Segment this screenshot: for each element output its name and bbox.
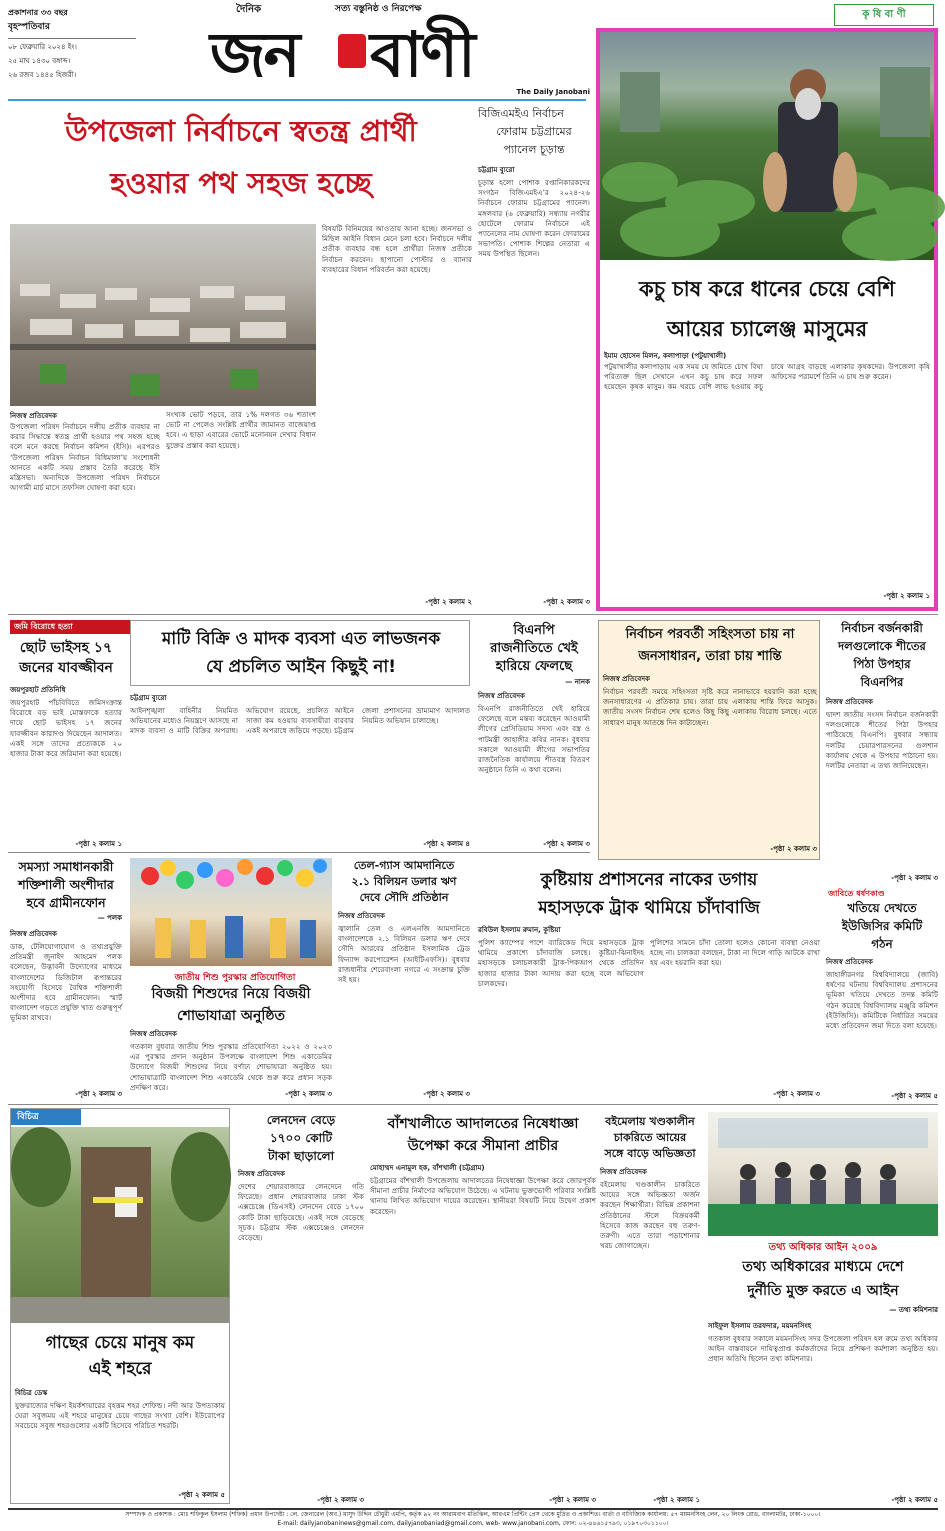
tel-headline-2: ২.১ বিলিয়ন ডলার ঋণ: [351, 875, 457, 888]
sohingsota-continued: -পৃষ্ঠা ২ কলাম ৩: [770, 845, 817, 853]
dainik-label: দৈনিক: [236, 4, 262, 15]
sohingsota-byline: নিজস্ব প্রতিবেদক: [603, 675, 650, 683]
tel-byline: নিজস্ব প্রতিবেদক: [338, 912, 385, 920]
shishu-photo: [130, 858, 332, 966]
kochu-body: পটুয়াখালীর কলাপাড়ায় এক সময় যে জমিতে চোখ বিঘা পরিত্যক্ত ছিল সেখানে এখন কচু চাষ করে সফল হয়েছেন কৃষক মাসুম। কম খরচে বেশি লাভ হওয়ায় কচু চাষে আগ্রহ বাড়ছে এলাকার কৃষকদের। উপজেলা কৃষি অফিসের পরামর্শে তিনি এ চাষ শুরু করেন।: [604, 362, 930, 392]
jomi-label-text: জমি বিরোধে হত্যা: [14, 622, 73, 631]
kushtia-body-2: পুলিশের সামনে চাঁদা তোলা হলেও কোনো ব্যবস্থা নেওয়া হচ্ছে না। চালকরা বলছেন, টাকা না দিলে গাড়ি আটকে রাখা হয় এবং হয়রানি করা হয়।: [650, 938, 820, 968]
banshkhali-continued: -পৃষ্ঠা ২ কলাম ৩: [549, 1496, 596, 1504]
boimela-headline-1: বইমেলায় খণ্ডকালীন: [605, 1115, 695, 1128]
bichitra-byline: বিচিত্র ডেস্ক: [15, 1389, 48, 1397]
kushtia-body-1: পুলিশ ক্যাম্পের পাশে ব্যারিকেড দিয়ে মহাসড়কে ট্রাক থামিয়ে প্রকাশ্যে চাঁদাবাজি চলছে। কুষ্টিয়া-ঝিনাইদহ মহাসড়কে চলাচলকারী ট্রাক-পিকআপ থেকে প্রতিদিন হাজার হাজার টাকা আদায় করা হচ্ছে বলে অভিযোগ চালকদের।: [478, 938, 644, 988]
boimela-headline-3: সঙ্গে বাড়ে অভিজ্ঞতা: [604, 1147, 696, 1160]
footer-line-1: সম্পাদক ও প্রকাশক : মোঃ শফিকুল ইসলাম (শফিক) প্রধান উপদেষ্টা : লে. জেনারেল (অব.) মাসুদ উদ্দিন চৌধুরী এমপি, কর্তৃক ৯২ নং আরামবাগ মতিঝিল, আরএম প্রিন্টিং প্রেস থেকে মুদ্রিত ও প্রকাশিত। বার্তা ও বাণিজ্যিক কার্যালয়: ৫৭ ময়মনসিংহ লেন, ২০ লিংক রোড, বাংলামটর, ঢাকা-১০০০।: [125, 1511, 821, 1518]
rule-h2: [8, 852, 590, 853]
sohingsota-headline-1: নির্বাচন পরবর্তী সহিংসতা চায় না: [625, 627, 795, 642]
totho-continued: -পৃষ্ঠা ২ কলাম ৫: [891, 1496, 938, 1504]
banshkhali-body: চট্টগ্রামের বাঁশখালী উপজেলায় আদালতের নিষেধাজ্ঞা উপেক্ষা করে জোরপূর্বক সীমানা প্রাচীর নির্মাণের অভিযোগ উঠেছে। এ ঘটনায় ভুক্তভোগী পরিবার সংশ্লিষ্ট থানায় লিখিত অভিযোগ দায়ের করেছেন। স্থানীয়রা বিষয়টি নিয়ে উদ্বেগ প্রকাশ করেছেন।: [370, 1176, 596, 1216]
bichitra-box: [10, 1108, 230, 1504]
banshkhali-headline-2: উপেক্ষা করে সীমানা প্রাচীর: [407, 1138, 559, 1154]
date-bangla: ২৫ মাঘ ১৪৩০ বঙ্গাব্দ।: [8, 57, 71, 65]
totho-headline-1: তথ্য অধিকারের মাধ্যমে দেশে: [742, 1259, 904, 1275]
mati-body: আইনশৃঙ্খলা বাহিনীর নিয়মিত অভিযানের মধ্যেও নিয়ন্ত্রণে আসছে না মাদক ব্যবসা ও মাটি বিক্রির অপরাধ। অভিযোগ রয়েছে, প্রচলিত আইনে সাজা কম হওয়ায় ব্যবসায়ীরা বারবার একই অপরাধে জড়িয়ে পড়ছে। চট্টগ্রাম জেলা প্রশাসনের ভ্রাম্যমাণ আদালত নিয়মিত অভিযান চালাচ্ছে।: [130, 706, 470, 736]
pitha-headline-4: বিএনপির: [860, 675, 904, 689]
totho-photo: [708, 1112, 938, 1236]
lead-continued: -পৃষ্ঠা ২ কলাম ২: [425, 598, 472, 606]
sohingsota-box: [598, 620, 820, 860]
jomi-body: জয়পুরহাট পাঁচবিবিতে জমিসংক্রান্ত বিরোধে বড় ভাই মোস্তফাকে হত্যার দায়ে ছোট ভাইসহ ১৭ জনের যাবজ্জীবন কারাদণ্ড দিয়েছেন আদালত। একই সঙ্গে তাদের প্রত্যেককে ২০ হাজার টাকা করে জরিমানা করা হয়েছে।: [10, 698, 122, 759]
bnp-body: বিএনপি রাজনীতিতে খেই হারিয়ে ফেলেছে বলে মন্তব্য করেছেন আওয়ামী লীগের প্রেসিডিয়াম সদস্য এবং বস্ত্র ও পাটমন্ত্রী জাহাঙ্গীর কবির নানক। বুধবার সকালে আওয়ামী লীগের সভাপতির রাজনৈতিক কার্যালয়ে শীতবস্ত্র বিতরণ অনুষ্ঠানে তিনি এ কথা বলেন।: [478, 704, 590, 775]
tree-photo: [11, 1127, 229, 1323]
grameen-headline-1: সমস্যা সমাধানকারী: [18, 859, 114, 874]
balloon-parade-image: [130, 858, 332, 966]
shishu-headline-2: শোভাযাত্রা অনুষ্ঠিত: [177, 1008, 285, 1024]
khotiye-headline-3: গঠন: [871, 937, 893, 951]
pitha-byline: নিজস্ব প্রতিবেদক: [826, 698, 873, 706]
boimela-byline: নিজস্ব প্রতিবেদক: [600, 1168, 647, 1176]
jomi-label: [10, 620, 130, 634]
bichitra-headline-2: এই শহরে: [88, 1359, 152, 1379]
pitha-headline-3: পিঠা উপহার: [853, 657, 911, 671]
mati-byline: চট্টগ্রাম ব্যুরো: [130, 694, 167, 702]
tel-continued: -পৃষ্ঠা ২ কলাম ৩: [423, 1090, 470, 1098]
kushtia-continued: -পৃষ্ঠা ২ কলাম ৩: [773, 1090, 820, 1098]
sohingsota-body: নির্বাচন পরবর্তী সময়ে সহিংসতা সৃষ্টি করে নানাভাবে হয়রানি করা হচ্ছে জনসাধারণের এ প্রতিকার চায়। তারা চায় এলাকায় শান্তি ফিরে আসুক। জাতীয় সংসদ নির্বাচন শেষ হলেও কিছু কিছু এলাকায় বিরোধ চলছে। এতে সাধারণ মানুষ আতঙ্কে দিন কাটাচ্ছেন।: [603, 687, 817, 727]
krishi-label-text: কৃ ষি বা ণী: [862, 9, 906, 20]
grameen-headline-2: শক্তিশালী অংশীদার: [18, 877, 114, 892]
bichitra-headline-1: গাছের চেয়ে মানুষ কম: [45, 1333, 195, 1353]
bnp-continued: -পৃষ্ঠা ২ কলাম ৩: [543, 840, 590, 848]
shishu-label: জাতীয় শিশু পুরস্কার প্রতিযোগিতা: [174, 973, 296, 983]
bichitra-label: [11, 1109, 81, 1125]
kushtia-headline-2: মহাসড়কে ট্রাক থামিয়ে চাঁদাবাজি: [538, 898, 760, 918]
weekday: বৃহস্পতিবার: [8, 22, 50, 32]
rally-image: [10, 224, 316, 406]
grameen-continued: -পৃষ্ঠা ২ কলাম ৩: [75, 1090, 122, 1098]
bgmea-headline-2: ফোরাম চট্টগ্রামের: [496, 125, 572, 138]
logo-jon: জন: [210, 18, 299, 91]
bgmea-headline-3: প্যানেল চূড়ান্ত: [503, 143, 565, 156]
bgmea-byline: চট্টগ্রাম ব্যুরো: [478, 166, 515, 174]
khotiye-continued: -পৃষ্ঠা ২ কলাম ৫: [891, 1092, 938, 1100]
lenden-byline: নিজস্ব প্রতিবেদক: [238, 1170, 285, 1178]
totho-label: তথ্য অধিকার আইন ২০০৯: [768, 1242, 878, 1253]
kushtia-byline: রবিউল ইসলাম রুমান, কুষ্টিয়া: [478, 926, 561, 934]
bnp-byline: নিজস্ব প্রতিবেদক: [478, 692, 525, 700]
logo-dot-red: [338, 34, 366, 68]
khotiye-headline-1: খতিয়ে দেখতে: [847, 901, 917, 915]
grameen-tag: — পলক: [97, 914, 122, 922]
bgmea-continued: -পৃষ্ঠা ২ কলাম ৩: [543, 598, 590, 606]
lenden-body: দেশের শেয়ারবাজারে লেনদেনে গতি ফিরেছে। প্রধান শেয়ারবাজার ঢাকা স্টক এক্সচেঞ্জে (ডিএসই) লেনদেন বেড়ে ১৭০০ কোটি টাকা ছাড়িয়েছে। একই সঙ্গে বেড়েছে সূচক। চট্টগ্রাম স্টক এক্সচেঞ্জেও লেনদেন বেড়েছে।: [238, 1182, 364, 1243]
jomi-headline-1: ছোট ভাইসহ ১৭: [19, 640, 113, 656]
kochu-headline-2: আয়ের চ্যালেঞ্জ মাসুমের: [666, 317, 868, 341]
pitha-headline-2: দলগুলোকে শীতের: [838, 639, 926, 653]
bnp-headline-2: রাজনীতিতে খেই: [490, 641, 578, 656]
sohingsota-headline-2: জনসাধারন, তারা চায় শান্তি: [638, 649, 782, 664]
seminar-image: [708, 1112, 938, 1236]
rule-h3: [8, 1104, 938, 1105]
kochu-continued: -পৃষ্ঠা ২ কলাম ১: [883, 592, 930, 600]
tree-image: [11, 1127, 229, 1323]
bichitra-continued: -পৃষ্ঠা ২ কলাম ৫: [178, 1491, 225, 1499]
boimela-headline-2: চাকরিতে আয়ের: [613, 1131, 687, 1144]
mati-headline-1: মাটি বিক্রি ও মাদক ব্যবসা এত লাভজনক: [161, 629, 441, 649]
lead-rally-photo: [10, 224, 316, 406]
totho-byline: সাইফুল ইসলাম তরফদার, ময়মনসিংহ: [708, 1322, 812, 1330]
jomi-headline-2: জনের যাবজ্জীবন: [19, 660, 113, 676]
tel-body: জ্বালানি তেল ও এলএনজি আমদানিতে বাংলাদেশকে ২.১ বিলিয়ন ডলার ঋণ দেবে সৌদি আরবের প্রতিষ্ঠান ইসলামিক ট্রেড ফিন্যান্স করপোরেশন (আইটিএফসি)। বুধবার রাজধানীর শেরেবাংলা নগরে এ সংক্রান্ত চুক্তি সই হয়।: [338, 924, 470, 985]
footer-line-2: E-mail: dailyjanobaninews@gmail.com, dailyjanobaniad@gmail.com, web- www.janobani.com, ফোন: ০২-৪৪৬১৫৭৯৩, ০১৯৭০৩০১১০০।: [277, 1520, 669, 1527]
lead-headline-1: উপজেলা নির্বাচনে স্বতন্ত্র প্রার্থী: [65, 114, 417, 148]
kochu-field-image: [600, 32, 934, 260]
shishu-continued: -পৃষ্ঠা ২ কলাম ৩: [285, 1090, 332, 1098]
lenden-headline-3: টাকা ছাড়ালো: [267, 1149, 335, 1163]
bnp-tag: — নানক: [565, 678, 590, 686]
grameen-body: ডাক, টেলিযোগাযোগ ও তথ্যপ্রযুক্তি প্রতিমন্ত্রী জুনাইদ আহমেদ পলক বলেছেন, উদ্ভাবনী উদ্যোগের মাধ্যমে বাংলাদেশের ডিজিটাল রূপান্তরের সহযোগী হিসেবে বৈশ্বিক শক্তিশালী অংশীদার হবে গ্রামীনফোন। স্মার্ট বাংলাদেশ গড়তে প্রযুক্তি খাত গুরুত্বপূর্ণ ভূমিকা রাখবে।: [10, 942, 122, 1023]
jomi-continued: -পৃষ্ঠা ২ কলাম ১: [75, 840, 122, 848]
english-name: The Daily Janobani: [516, 88, 590, 96]
krishi-label-tab: [834, 4, 934, 26]
krishi-bani-box: [596, 9, 938, 611]
shishu-body: গতকাল বুধবার জাতীয় শিশু পুরস্কার প্রতিযোগিতা ২০২২ ও ২০২৩ এর পুরস্কার প্রদান অনুষ্ঠান উপলক্ষে বাংলাদেশ শিশু একাডেমির উদ্যোগে বিজয়ী শিশুদের নিয়ে বর্ণাঢ্য শোভাযাত্রা অনুষ্ঠিত হয়। শোভাযাত্রাটি বাংলাদেশ শিশু একাডেমি থেকে শুরু করে প্রধান সড়ক প্রদক্ষিণ করে।: [130, 1042, 332, 1092]
jomi-byline: জয়পুরহাট প্রতিনিধি: [10, 686, 66, 694]
tel-headline-1: তেল-গ্যাস আমদানিতে: [353, 859, 455, 872]
lead-body-1: উপজেলা পরিষদ নির্বাচনে দলীয় প্রতীক ব্যবহার না করার সিদ্ধান্তে স্বতন্ত্র প্রার্থী হওয়ার পথ সহজ হচ্ছে বলে মনে করছে নির্বাচন কমিশন (ইসি)। এরপরও ‘উপজেলা পরিষদ নির্বাচন বিধিমালা’য় সংশোধনী আনতে একটি সময় প্রস্তাব তৈরি করেছে ইসি মন্ত্রিসভা। অন্যদিকে উপজেলা পরিষদ নির্বাচনে আগামী মার্চ মাসে তফসিল ঘোষণা করা হবে।: [10, 422, 160, 493]
totho-headline-2: দুর্নীতি মুক্ত করতে এ আইন: [747, 1283, 899, 1299]
bichitra-label-text: বিচিত্র: [17, 1112, 39, 1122]
pitha-body: দ্বাদশ জাতীয় সংসদ নির্বাচন বর্জনকারী দলগুলোকে শীতের পিঠা উপহার পাঠিয়েছে বিএনপি। বুধবার সন্ধ্যায় দলটির চেয়ারপারসনের গুলশান কার্যালয় থেকে এ উপহার পাঠানো হয়। দলটির নেতারা এ তথ্য জানিয়েছেন।: [826, 710, 938, 771]
totho-body: গতকাল বুধবার সকালে ময়মনসিংহ সদর উপজেলা পরিষদ হল রুমে তথ্য অধিকার আইন বাস্তবায়নে দায়িত্বপ্রাপ্ত কর্মকর্তাদের নিয়ে প্রশিক্ষণ কর্মশালা অনুষ্ঠিত হয়। প্রধান অতিথি ছিলেন তথ্য কমিশনার।: [708, 1334, 938, 1364]
date-divider: [8, 38, 136, 39]
bnp-headline-1: বিএনপি: [513, 623, 555, 638]
khotiye-label: জাবিতে ধর্ষণকাণ্ড: [828, 889, 885, 898]
publication-year: প্রকাশনার ৩৩ বছর: [8, 8, 68, 17]
lead-byline: নিজস্ব প্রতিবেদক: [10, 412, 57, 420]
khotiye-body: জাহাঙ্গীরনগর বিশ্ববিদ্যালয়ে (জাবি) ধর্ষণের ঘটনায় বিশ্ববিদ্যালয় প্রশাসনের ভূমিকা খতিয়ে দেখতে তদন্ত কমিটি গঠন করেছে বিশ্ববিদ্যালয় মঞ্জুরি কমিশন (ইউজিসি)। কমিটিকে নির্ধারিত সময়ের মধ্যে প্রতিবেদন জমা দিতে বলা হয়েছে।: [826, 970, 938, 1031]
date-hijri: ২৬ রজব ১৪৪৫ হিজরী।: [8, 71, 77, 79]
lead-headline-2: হওয়ার পথ সহজ হচ্ছে: [110, 166, 372, 200]
banshkhali-headline-1: বাঁশখালীতে আদালতের নিষেধাজ্ঞা: [387, 1116, 579, 1132]
boimela-continued: -পৃষ্ঠা ২ কলাম ১: [653, 1496, 700, 1504]
lead-body-2: সংখ্যক ভোট পড়বে, তার ১% দলগত ৩৬ শতাংশ ভোট না পেলেও সংশ্লিষ্ট প্রার্থীর জামানত বাজেয়াপ্ত হবে। এ ছাড়া এবারের ভোটে মনোনয়ন দেখার বিধান যুক্তের প্রস্তাব করা হয়েছে।: [166, 410, 316, 450]
lenden-headline-2: ১৭০০ কোটি: [269, 1131, 333, 1145]
banshkhali-byline: মোহাম্মদ এনামুল হক, বাঁশখালী (চট্টগ্রাম): [370, 1164, 485, 1172]
tagline: সত্য বস্তুনিষ্ঠ ও নিরপেক্ষ: [335, 4, 422, 14]
shishu-byline: নিজস্ব প্রতিবেদক: [130, 1030, 177, 1038]
lenden-continued: -পৃষ্ঠা ২ কলাম ৩: [317, 1496, 364, 1504]
kochu-farmer-photo: [600, 32, 934, 260]
tel-headline-3: দেবে সৌদি প্রতিষ্ঠান: [359, 891, 449, 904]
lead-body-3: বিষয়টি বিনিময়ের আওতায় আনা হচ্ছে। জনসভা ও মিছিল আইনি বিধান মেনে চলা হবে। নির্বাচনে দলীয় প্রতীক ব্যবহার বন্ধ হলে প্রার্থীরা নিজস্ব প্রতীকে নির্বাচন করবেন। ছাপানো পোস্টার ও ব্যানার ব্যবহারের বিধান পরিবর্তন করা হয়েছে।: [322, 224, 472, 274]
lenden-headline-1: লেনদেন বেড়ে: [266, 1113, 336, 1127]
kochu-headline-1: কচু চাষ করে ধানের চেয়ে বেশি: [639, 277, 895, 301]
bichitra-body: যুক্তরাজ্যের দক্ষিণ ইয়র্কশায়ারের বৃহত্তম শহর শেফিল্ড। নদী আর উপত্যকায় ঘেরা সবুজময় এই শহরে মানুষের চেয়ে গাছের সংখ্যা বেশি। ইউরোপের সবচেয়ে সবুজ শহরগুলোর একটি হিসেবে পরিচিত শহরটি।: [15, 1401, 225, 1431]
shishu-headline-1: বিজয়ী শিশুদের নিয়ে বিজয়ী: [151, 986, 311, 1002]
footer: [8, 1508, 938, 1529]
mati-headline-2: যে প্রচলিত আইন কিছুই না!: [205, 657, 397, 677]
rule-h1: [8, 614, 938, 615]
totho-tag: — তথ্য কমিশনার: [889, 1306, 938, 1314]
khotiye-headline-2: ইউজিসির কমিটি: [841, 919, 923, 933]
logo-bani: বাণী: [370, 18, 474, 91]
grameen-byline: নিজস্ব প্রতিবেদক: [10, 930, 57, 938]
khotiye-byline: নিজস্ব প্রতিবেদক: [826, 958, 873, 966]
grameen-headline-3: হবে গ্রামীনফোন: [26, 895, 106, 910]
bgmea-body: চূড়ান্ত হলো পোশাক রপ্তানিকারকদের সংগঠন বিজিএমইএ’র ২০২৪-২৬ নির্বাচনে ফোরাম চট্টগ্রামের প্যানেল। মঙ্গলবার (৬ ফেব্রুয়ারি) সন্ধ্যায় নগরীর হোটেলে ফোরাম নির্বাচনে এই প্যানেলের নাম ঘোষণা করেন ফোরামের সভাপতি। পোশাক শিল্পের নেতারা এ সময় উপস্থিত ছিলেন।: [478, 178, 590, 259]
pitha-headline-1: নির্বাচন বর্জনকারী: [841, 621, 923, 635]
date-english: ০৮ ফেব্রুয়ারি ২০২৪ ইং।: [8, 43, 77, 51]
pitha-continued: -পৃষ্ঠা ২ কলাম ৩: [891, 874, 938, 882]
kochu-byline: ইমাম হোসেন মিলন, কলাপাড়া (পটুয়াখালী): [604, 352, 727, 360]
bgmea-headline-1: বিজিএমইএ নির্বাচন: [478, 107, 564, 120]
newspaper-logo: [210, 16, 600, 91]
mati-headline-box: [130, 620, 470, 686]
kushtia-headline-1: কুষ্টিয়ায় প্রশাসনের নাকের ডগায়: [540, 870, 758, 890]
boimela-body: বইমেলায় খণ্ডকালীন চাকরিতে আয়ের সঙ্গে অভিজ্ঞতা অর্জন করছেন শিক্ষার্থীরা। বিভিন্ন প্রকাশনা প্রতিষ্ঠানের স্টলে বিক্রয়কর্মী হিসেবে কাজ করছেন বহু তরুণ-তরুণী। এতে তারা পড়াশোনার খরচ জোগাচ্ছেন।: [600, 1180, 700, 1251]
mati-continued: -পৃষ্ঠা ২ কলাম ৪: [423, 840, 470, 848]
bnp-headline-3: হারিয়ে ফেলছে: [495, 659, 573, 674]
masthead-rule: [8, 99, 586, 101]
